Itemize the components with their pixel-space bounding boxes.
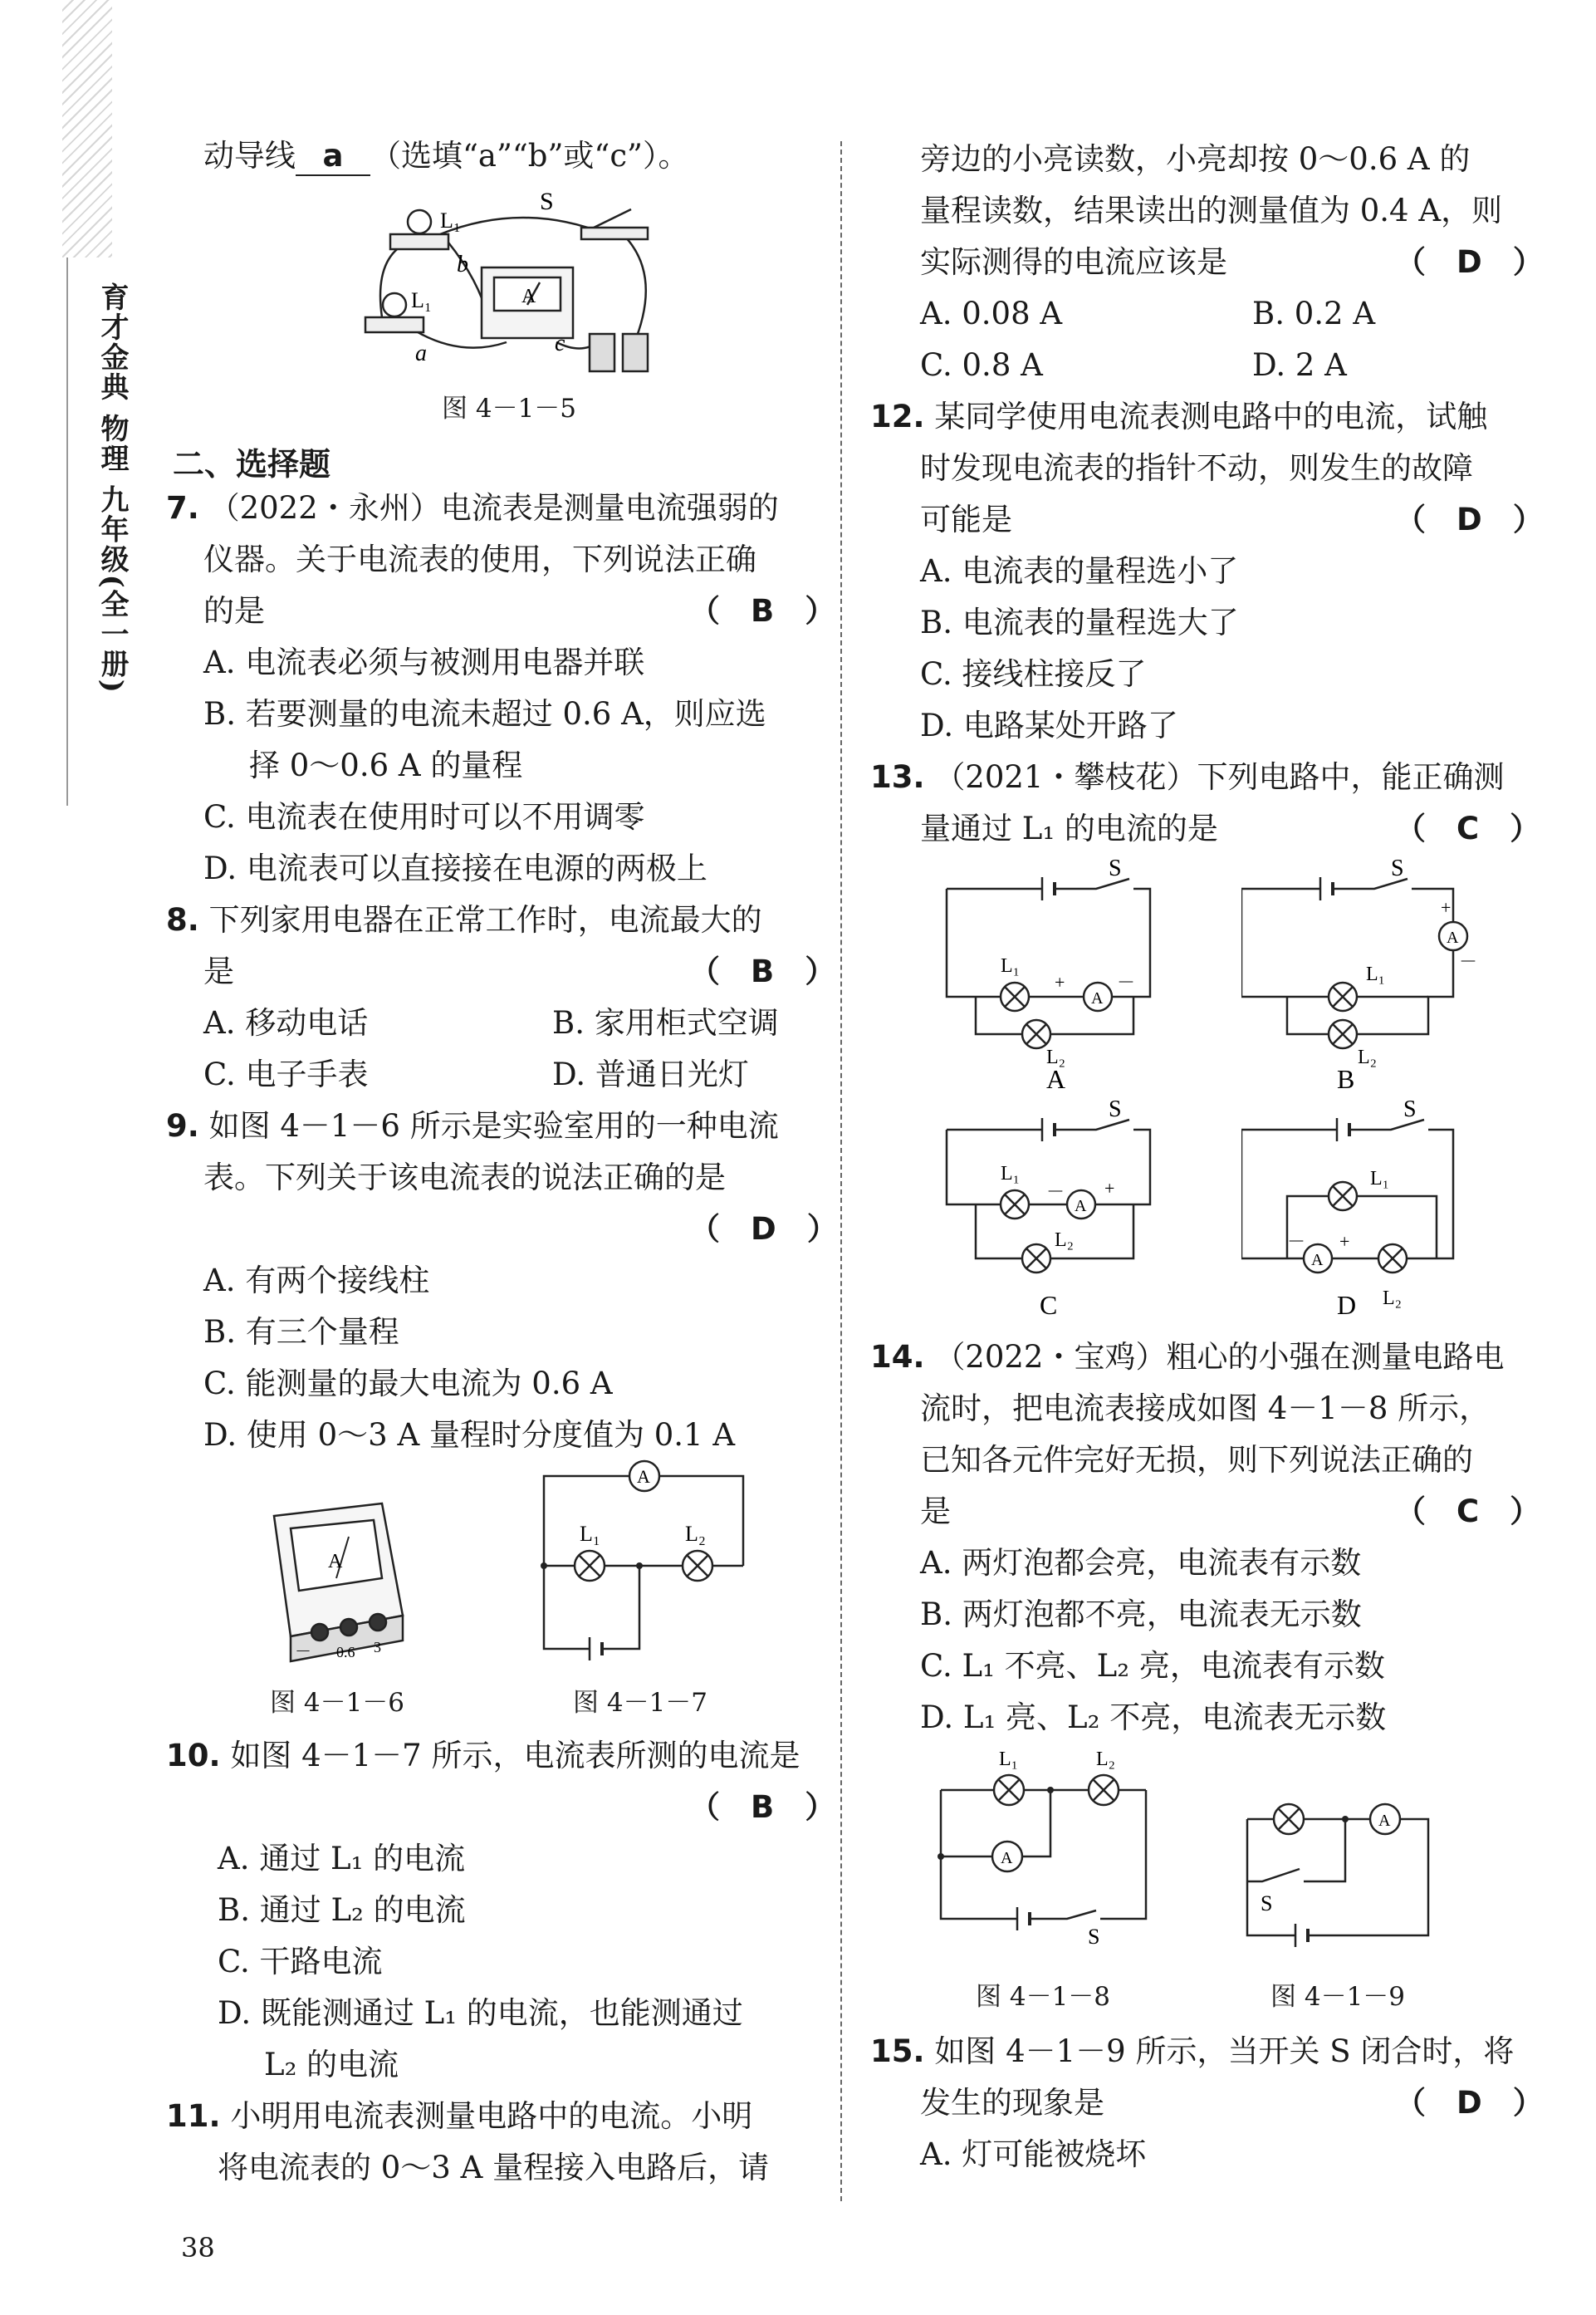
qb-l1: L₁ <box>1366 964 1386 985</box>
q15-option-a: A. 灯可能被烧坏 <box>920 2136 1147 2172</box>
q13-line-2: 量通过 L₁ 的电流的是 <box>920 811 1218 846</box>
q11-option-b: B. 0.2 A <box>1252 296 1376 331</box>
qb-l2: L₂ <box>1358 1047 1378 1068</box>
q12-line-1: 某同学使用电流表测电路中的电流，试触 <box>934 399 1488 434</box>
q12-option-c: C. 接线柱接反了 <box>920 656 1147 692</box>
sidebar-rule <box>66 257 68 806</box>
q14-option-a: A. 两灯泡都会亮，电流表有示数 <box>920 1545 1362 1581</box>
figure-4-1-7 <box>531 1458 747 1665</box>
fig5-label-l1-bottom: L₁ <box>411 288 432 312</box>
page-number: 38 <box>181 2232 215 2264</box>
qb-s: S <box>1391 856 1404 881</box>
q13-label-d: D <box>1337 1290 1357 1320</box>
qd-s: S <box>1403 1096 1417 1122</box>
q7-line-3: 的是 <box>203 593 265 629</box>
figure-4-1-6 <box>257 1499 407 1665</box>
q10-option-a: A. 通过 L₁ 的电流 <box>218 1841 466 1876</box>
qb-plus: + <box>1441 897 1452 918</box>
qc-l1: L₁ <box>1001 1163 1021 1184</box>
q14-option-b: B. 两灯泡都不亮，电流表无示数 <box>920 1596 1362 1632</box>
fig8-s: S <box>1088 1925 1100 1949</box>
q8-answer: （ B ） <box>689 954 836 989</box>
q14-number: 14. <box>870 1339 925 1375</box>
fig5-label-b: b <box>457 252 468 277</box>
q14-line-3: 已知各元件完好无损，则下列说法正确的 <box>920 1442 1473 1478</box>
q12-option-b: B. 电流表的量程选大了 <box>920 605 1239 640</box>
fig7-meter-label: A <box>637 1466 650 1487</box>
q14-line-2: 流时，把电流表接成如图 4－1－8 所示， <box>920 1390 1491 1426</box>
q8-option-a: A. 移动电话 <box>203 1005 369 1041</box>
column-divider <box>840 141 842 2201</box>
q13-circuit-c <box>930 1096 1179 1329</box>
q11-cont-line-2: 量程读数，结果读出的测量值为 0.4 A，则 <box>920 193 1503 228</box>
section-title: 二、选择题 <box>173 446 331 483</box>
q8-number: 8. <box>166 902 199 938</box>
qa-l2: L₂ <box>1046 1047 1066 1068</box>
q12-answer: （ D ） <box>1395 502 1544 537</box>
q6-rest: （选填“a”“b”或“c”）。 <box>370 138 689 174</box>
fig5-meter-label: A <box>521 286 536 307</box>
q12-option-a: A. 电流表的量程选小了 <box>920 553 1239 589</box>
book-title-sidebar: 育才金典 物理 九年级(全一册) <box>95 282 129 694</box>
qa-l1: L₁ <box>1001 955 1021 977</box>
q11-line-2: 将电流表的 0～3 A 量程接入电路后，请 <box>218 2150 770 2185</box>
q9-answer: （ D ） <box>689 1211 838 1247</box>
q7-line-2: 仪器。关于电流表的使用，下列说法正确 <box>203 542 756 577</box>
q13-label-a: A <box>1046 1064 1066 1088</box>
q10-option-b: B. 通过 L₂ 的电流 <box>218 1892 466 1928</box>
q9-option-d: D. 使用 0～3 A 量程时分度值为 0.1 A <box>203 1417 736 1453</box>
caption-4-1-8: 图 4－1－8 <box>976 1982 1111 2012</box>
q14-line-1: （2022・宝鸡）粗心的小强在测量电路电 <box>934 1339 1505 1375</box>
q9-line-2: 表。下列关于该电流表的说法正确的是 <box>203 1160 726 1195</box>
q8-option-d: D. 普通日光灯 <box>552 1057 749 1092</box>
q13-label-b: B <box>1337 1064 1355 1088</box>
q15-number: 15. <box>870 2033 925 2069</box>
q15-line-2: 发生的现象是 <box>920 2085 1104 2121</box>
q8-option-b: B. 家用柜式空调 <box>552 1005 779 1041</box>
q9-option-b: B. 有三个量程 <box>203 1314 399 1350</box>
q7-option-a: A. 电流表必须与被测用电器并联 <box>203 645 645 680</box>
q6-tail <box>203 138 688 176</box>
caption-4-1-6: 图 4－1－6 <box>270 1688 405 1718</box>
q11-answer: （ D ） <box>1395 244 1544 280</box>
q8-option-c: C. 电子手表 <box>203 1057 369 1092</box>
fig9-meter: A <box>1378 1812 1391 1830</box>
q13-circuit-b <box>1241 856 1491 1088</box>
q7-option-d: D. 电流表可以直接接在电源的两极上 <box>203 851 707 886</box>
fig5-label-l1-top: L₁ <box>440 208 461 233</box>
q15-line-1: 如图 4－1－9 所示，当开关 S 闭合时，将 <box>934 2033 1515 2069</box>
q9-number: 9. <box>166 1108 199 1144</box>
qb-meter: A <box>1447 929 1459 947</box>
qd-l2: L₂ <box>1383 1287 1403 1309</box>
figure-4-1-9 <box>1237 1794 1445 1952</box>
q14-option-c: C. L₁ 不亮、L₂ 亮，电流表有示数 <box>920 1648 1385 1684</box>
q10-option-c: C. 干路电流 <box>218 1944 383 1979</box>
q12-option-d: D. 电路某处开路了 <box>920 708 1178 743</box>
q11-cont-line-3: 实际测得的电流应该是 <box>920 244 1227 280</box>
qb-minus: － <box>1459 951 1478 972</box>
q9-line-1: 如图 4－1－6 所示是实验室用的一种电流 <box>208 1108 779 1144</box>
q13-circuit-d <box>1241 1096 1491 1329</box>
q14-answer: （ C ） <box>1395 1493 1541 1529</box>
q7-option-b-cont: 择 0～0.6 A 的量程 <box>249 748 523 783</box>
sidebar-stripe-decoration <box>62 0 112 257</box>
q13-answer: （ C ） <box>1395 811 1541 846</box>
qa-meter: A <box>1091 989 1104 1008</box>
q8-line-2: 是 <box>203 954 234 989</box>
q10-option-d-cont: L₂ 的电流 <box>264 2047 399 2082</box>
caption-4-1-7: 图 4－1－7 <box>573 1688 708 1718</box>
qd-l1: L₁ <box>1370 1168 1390 1189</box>
qc-l2: L₂ <box>1055 1229 1075 1251</box>
fig6-terminal-minus: － <box>295 1643 311 1661</box>
qa-s: S <box>1109 856 1122 881</box>
q6-answer: a <box>296 138 370 176</box>
q13-number: 13. <box>870 759 925 795</box>
fig5-label-a: a <box>415 341 427 366</box>
qc-minus: － <box>1046 1181 1065 1202</box>
q12-number: 12. <box>870 399 925 434</box>
q7-number: 7. <box>166 490 199 526</box>
q12-line-2: 时发现电流表的指针不动，则发生的故障 <box>920 450 1473 486</box>
q11-line-1: 小明用电流表测量电路中的电流。小明 <box>230 2098 753 2134</box>
qd-minus: － <box>1287 1231 1306 1252</box>
caption-4-1-5: 图 4－1－5 <box>442 394 577 424</box>
fig8-meter: A <box>1001 1849 1013 1867</box>
q7-option-c: C. 电流表在使用时可以不用调零 <box>203 799 645 835</box>
fig7-l2-label: L₂ <box>685 1522 706 1546</box>
q9-option-a: A. 有两个接线柱 <box>203 1263 430 1298</box>
qa-plus: + <box>1055 972 1065 993</box>
caption-4-1-9: 图 4－1－9 <box>1270 1982 1406 2012</box>
fig6-meter-label: A <box>328 1551 343 1572</box>
q9-option-c: C. 能测量的最大电流为 0.6 A <box>203 1366 613 1401</box>
q11-cont-line-1: 旁边的小亮读数，小亮却按 0～0.6 A 的 <box>920 141 1471 177</box>
qd-meter: A <box>1311 1251 1324 1269</box>
q11-option-d: D. 2 A <box>1252 347 1347 383</box>
q10-number: 10. <box>166 1738 221 1773</box>
q12-line-3: 可能是 <box>920 502 1012 537</box>
fig8-l2: L₂ <box>1096 1749 1116 1770</box>
qc-plus: + <box>1104 1178 1115 1199</box>
q10-answer: （ B ） <box>689 1789 836 1825</box>
q7-answer: （ B ） <box>689 593 836 629</box>
fig6-terminal-3: 3 <box>374 1639 381 1655</box>
q14-line-4: 是 <box>920 1493 951 1529</box>
q15-answer: （ D ） <box>1395 2085 1544 2121</box>
q14-option-d: D. L₁ 亮、L₂ 不亮，电流表无示数 <box>920 1699 1387 1735</box>
fig9-s: S <box>1261 1891 1273 1915</box>
qa-minus: － <box>1117 972 1136 993</box>
qc-meter: A <box>1075 1197 1087 1215</box>
fig8-l1: L₁ <box>999 1749 1019 1770</box>
q13-circuit-a <box>930 856 1179 1088</box>
qd-plus: + <box>1339 1231 1350 1252</box>
q11-option-c: C. 0.8 A <box>920 347 1043 383</box>
fig5-label-c: c <box>555 331 565 356</box>
q10-line-1: 如图 4－1－7 所示，电流表所测的电流是 <box>230 1738 800 1773</box>
figure-4-1-8 <box>926 1744 1158 1952</box>
qc-s: S <box>1109 1096 1122 1122</box>
q7-option-b: B. 若要测量的电流未超过 0.6 A，则应选 <box>203 696 766 732</box>
q13-label-c: C <box>1040 1290 1058 1320</box>
q11-option-a: A. 0.08 A <box>920 296 1063 331</box>
fig5-label-s: S <box>540 188 554 215</box>
q11-number: 11. <box>166 2098 221 2134</box>
fig6-terminal-06: 0.6 <box>336 1644 355 1660</box>
q13-line-1: （2021・攀枝花）下列电路中，能正确测 <box>934 759 1505 795</box>
figure-4-1-5 <box>357 184 656 375</box>
q7-line-1: （2022・永州）电流表是测量电流强弱的 <box>208 490 779 526</box>
q8-line-1: 下列家用电器在正常工作时，电流最大的 <box>208 902 762 938</box>
q6-text: 动导线 <box>203 138 296 174</box>
fig7-l1-label: L₁ <box>580 1522 600 1546</box>
q10-option-d: D. 既能测通过 L₁ 的电流，也能测通过 <box>218 1995 743 2031</box>
